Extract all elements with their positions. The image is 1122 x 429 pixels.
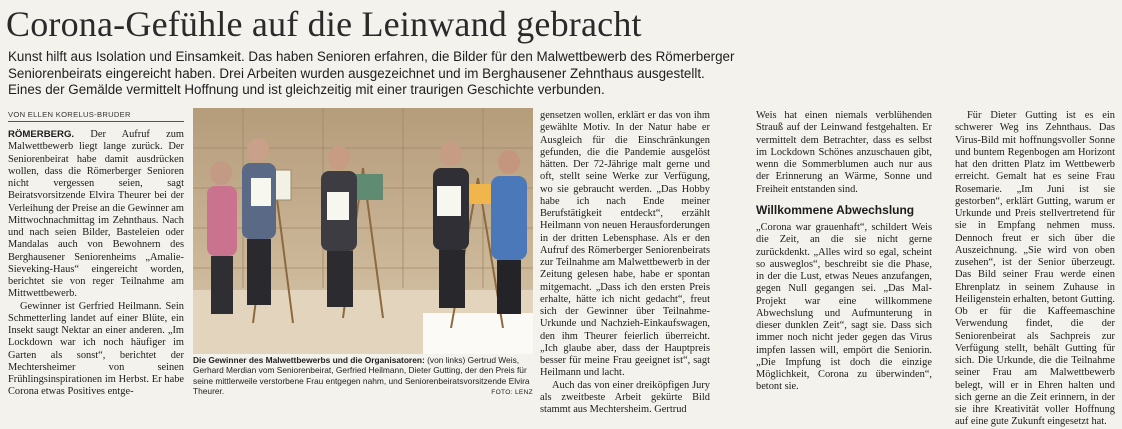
article-photo [193,108,533,354]
body-paragraph: Weis hat einen niemals verblühenden Strauß auf der Leinwand festgehalten. Er vermittelt dem Betrachter, dass es selbst im Lockdown Schönes anzuschauen gibt, wenn die Sommerblumen auch nur aus der Erinnerung an Wärme, Sonne und Freiheit entstanden sind. [756,110,932,195]
caption-title: Die Gewinner des Malwettbewerbs und die Organisatoren: [193,355,425,365]
subheading: Willkommene Abwechslung [756,202,915,217]
text-column-4 [955,110,1115,429]
photo-caption [193,355,533,399]
lead-paragraph [8,49,1008,99]
body-paragraph: „Corona war grauenhaft“, schildert Weis die Zeit, an die sie nicht gerne zurückdenkt. „Alles wird so egal, scheint so ausweglos“, beschreibt sie die Phase, in der die Lust, etwas Neues anzufangen, gegen Null gegangen sei. „Das Mal-Projekt war eine willkommene Abwechslung und Aufmunterung in dieser dunklen Zeit“, sagt sie. Dass sich immer noch nicht jeder gegen das Virus impfen lassen will, empört die Seniorin. „Die Impfung ist doch die einzige Möglichkeit, Corona zu überwinden“, betont sie. [756,222,932,393]
caption-text: (von links) Gertrud Weis, Gerhard Merdian vom Seniorenbeirat, Gerfried Heilmann, Dieter Gutting, der den Preis für seine mittlerweile verstorbene Frau entgegen nahm, und Seniorenbeiratsvorsitzende Elvira Theurer. [193,355,530,397]
body-paragraph: Gewinner ist Gerfried Heilmann. Sein Schmetterling landet auf einer Blüte, ein Insekt saugt Nektar an einer anderen. „Im Lockdown war ich noch häufiger im Garten als sonst“, berichtet der Mechtersheimer von seinen Frühlingsinspirationen im Herbst. Er habe Corona etwas Positives entge- [8,300,184,398]
photo-illustration [193,108,533,354]
byline: VON ELLEN KORELUS-BRUDER [8,110,184,122]
lead-line: Eines der Gemälde vermittelt Hoffnung und ist gleichzeitig mit einer traurigen Geschichte verbunden. [8,82,605,98]
text-column-2 [540,110,710,416]
lead-line: Kunst hilft aus Isolation und Einsamkeit. Das haben Senioren erfahren, die Bilder für den Malwettbewerb des Römerberger [8,49,735,64]
dateline: RÖMERBERG. [8,129,75,140]
photo-credit: FOTO: LENZ [491,389,533,397]
headline: Corona-Gefühle auf die Leinwand gebracht [6,4,642,44]
text-column-3 [756,110,932,394]
body-paragraph: Für Dieter Gutting ist es ein schwerer Weg ins Zehnthaus. Das Virus-Bild mit hoffnungsvoller Sonne und buntem Regenbogen am Horizont hat den dritten Platz im Wettbewerb erreicht. Gemalt hat es seine Frau Rosemarie. „Im Juni ist sie gestorben“, erklärt Gutting, warum er Urkunde und Preis stellvertretend für sie in Empfang nehmen muss. Dennoch freut er sich über die Auszeichnung. „Sie wird von oben zusehen“, ist der Senior überzeugt. Das Bild seiner Frau werde einen Ehrenplatz in seinem Zuhause in Heiligenstein erhalten, betont Gutting. Ob er für die Kaffeemaschine Verwendung findet, die der Seniorenbeirat als Sachpreis zur Verfügung stellt, behält Gutting für sich. Die Urkunde, die die Teilnahme seiner Frau am Malwettbewerb belegt, will er in Ehren halten und sich gerne an die Zeit erinnern, in der sie ihre Kreativität voller Hoffnung auf eine gute Zukunft eingesetzt hat. [955,110,1115,428]
text-column-1 [8,129,184,399]
body-paragraph: gensetzen wollen, erklärt er das von ihm gewählte Motiv. In der Natur habe er Ausgleich für die Einschränkungen gefunden, die die Pandemie ausgelöst hätten. Der 72-Jährige malt gerne und oft, stellt seine Werke zur Verfügung, wo sie gebraucht werden. „Das Hobby habe ich nach Ende meiner Berufstätigkeit entdeckt“, erzählt Heilmann von neuen Herausforderungen in der dritten Lebensphase. Als er den Aufruf des Römerberger Seniorenbeirats zur Teilnahme am Malwettbewerb in der Zeitung gelesen habe, habe er spontan mitgemacht. „Dass ich den ersten Preis erhalte, hätte ich nicht gedacht“, freut sich der Gewinner über Teilnahme-Urkunde und Nachzieh-Einkaufswagen, den ihm Theurer feierlich überreicht. „Ich glaube aber, dass der Hauptpreis besser für meine Frau geeignet ist“, sagt Heilmann und lacht. [540,110,710,379]
lead-line: Seniorenbeirats eingereicht haben. Drei Arbeiten wurden ausgezeichnet und im Berghausener Zehnthaus ausgestellt. [8,65,705,81]
body-text: Der Aufruf zum Malwettbewerb liegt lange zurück. Der Seniorenbeirat habe damit ausdrücken wollen, dass die Römerberger Senioren nicht vergessen seien, sagt Beiratsvorsitzende Elvira Theurer bei der Verleihung der Preise an die Gewinner am Mittwochnachmittag im Zehnthaus. Nach und nach seien Bilder, Basteleien oder Mandalas auch von Bewohnern des Berghausener Seniorenheims „Amalie-Sieveking-Haus“ eingereicht worden, berichtet sie von reger Teilnahme am Mittwettbewerb. [8,129,185,300]
body-paragraph: Auch das von einer dreiköpfigen Jury als zweitbeste Arbeit gekürte Bild stammt aus Mechtersheim. Gertrud [540,379,710,415]
body-paragraph [8,129,184,301]
